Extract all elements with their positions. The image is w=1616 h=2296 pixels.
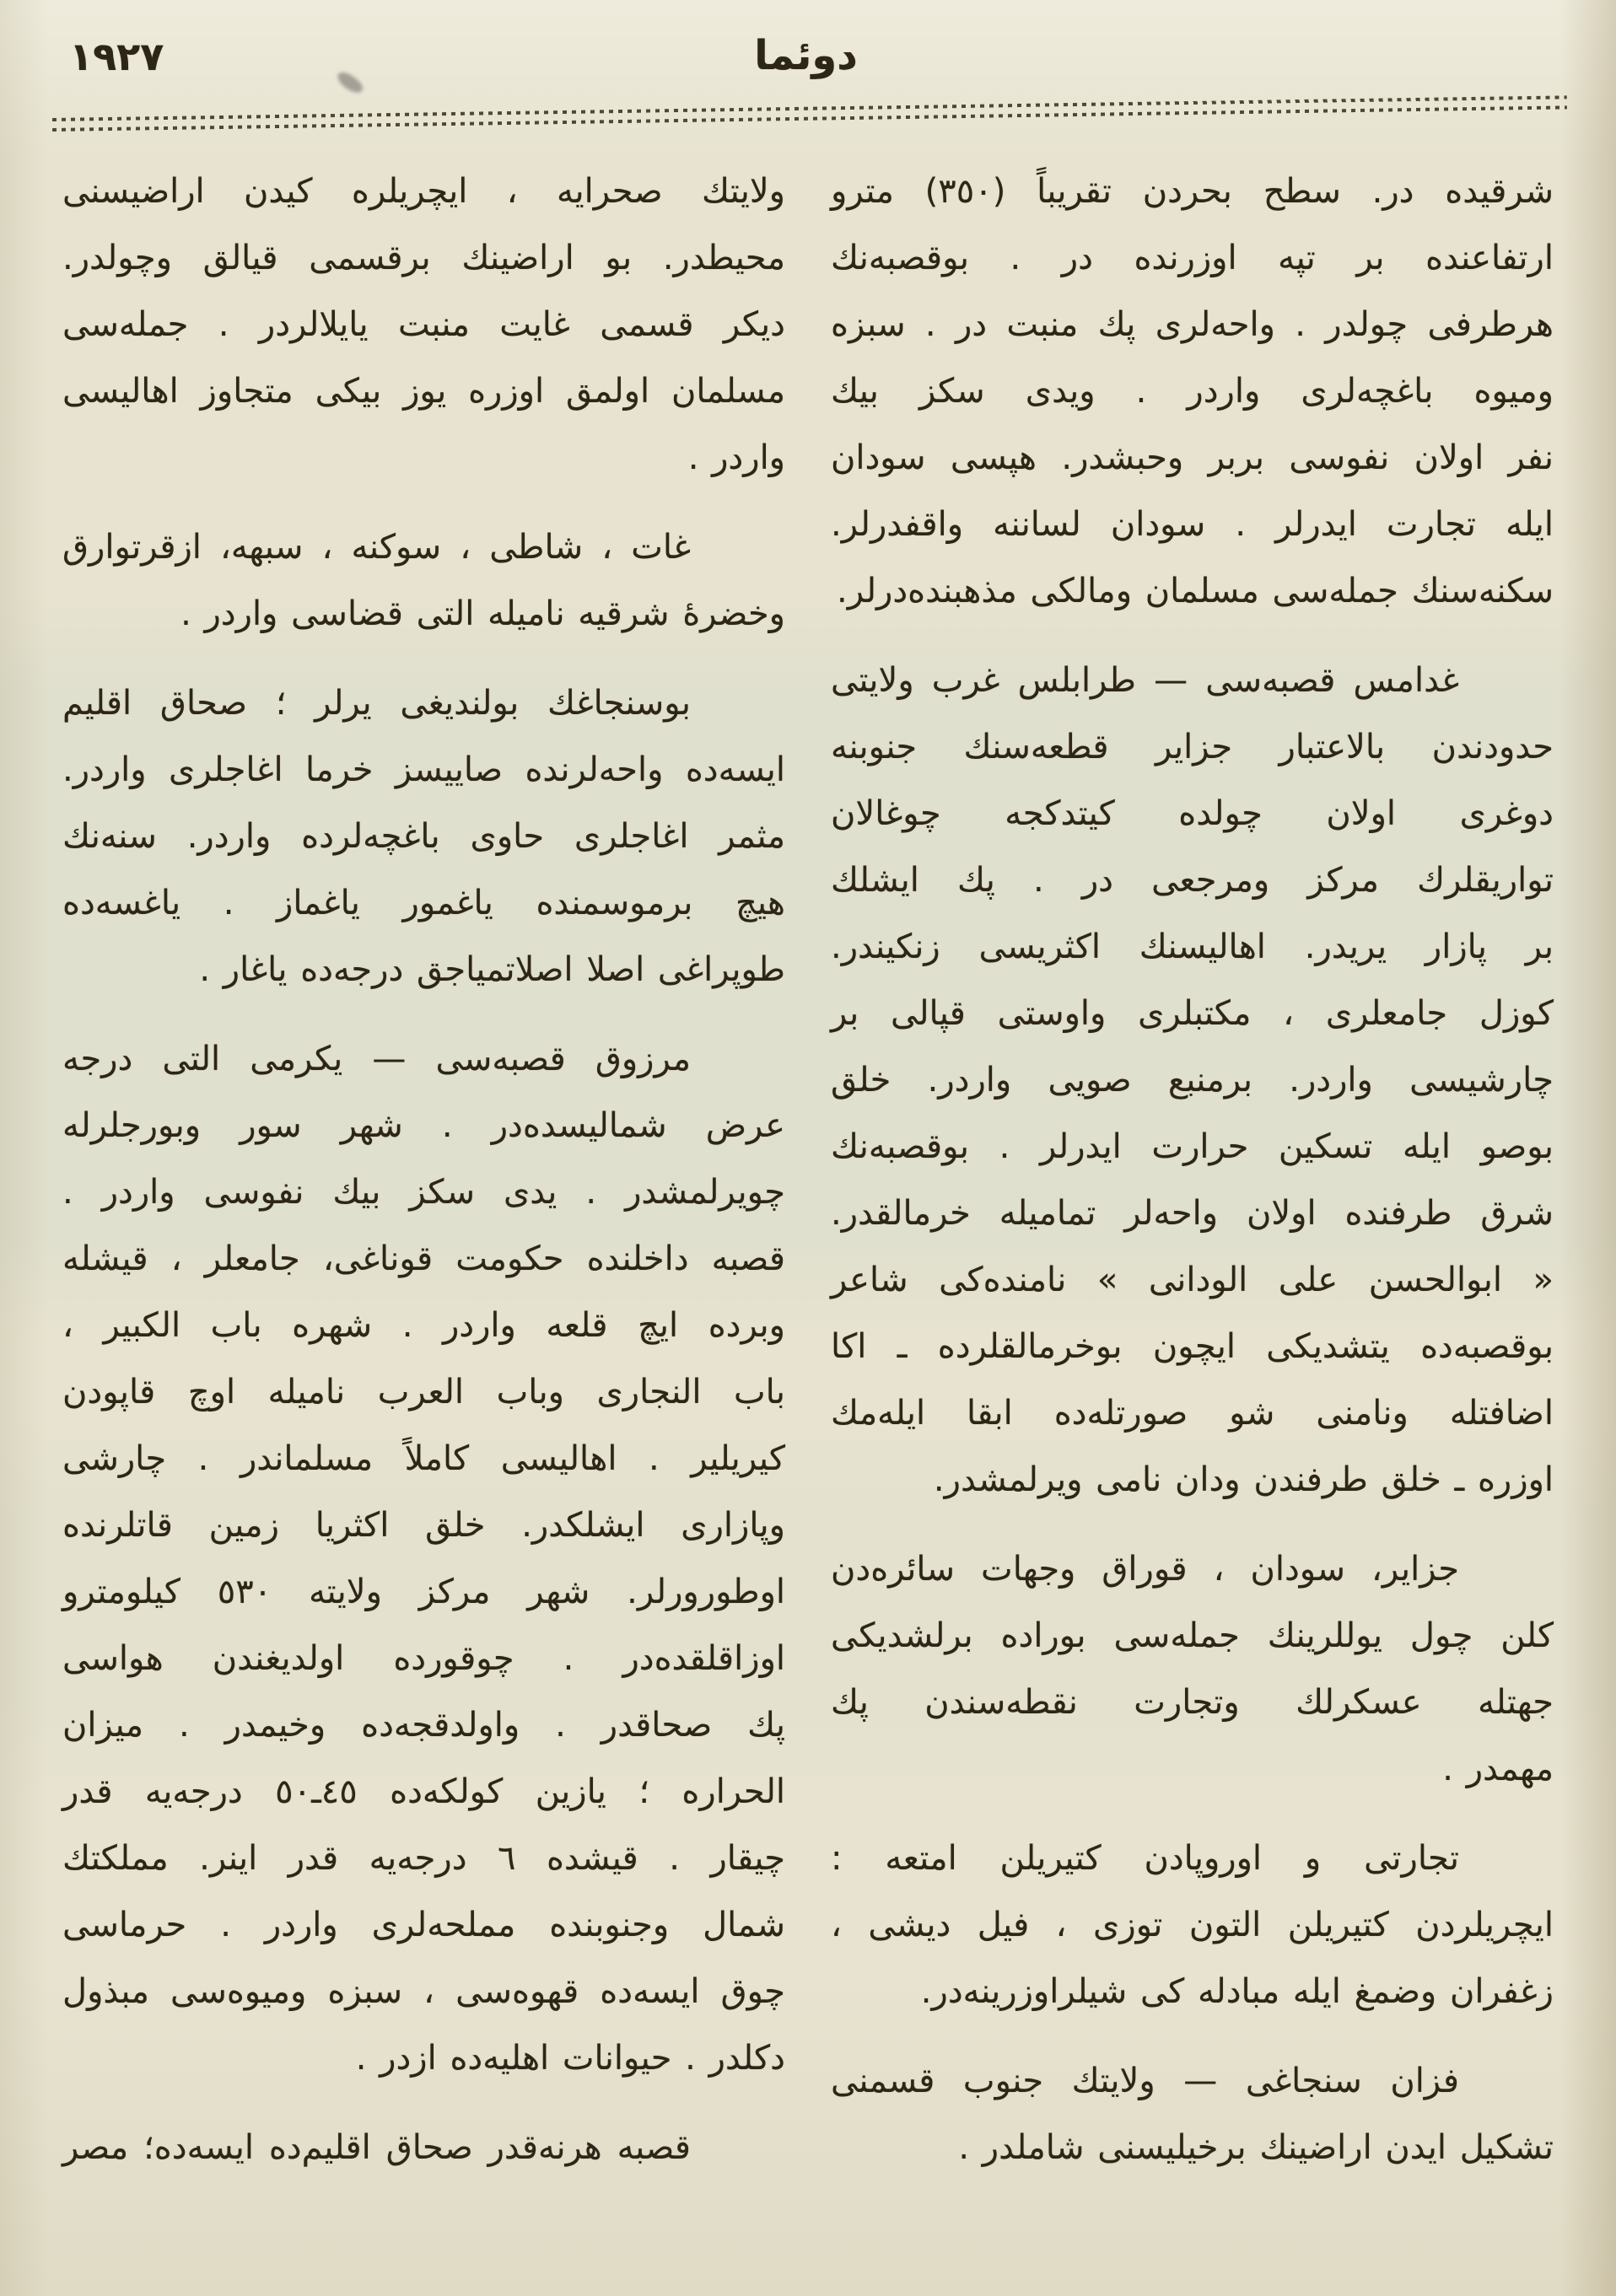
text-line: محيطدر. بو اراضينك برقسمى قيالق وچولدر. <box>62 239 785 277</box>
text-line: شرقيده در. سطح بحردن تقريباً (٣٥٠) مترو <box>831 172 1554 211</box>
text-line: وميوه باغچه‌لرى واردر . ويدى سكز بيك <box>831 372 1554 411</box>
text-line: چارشيسى واردر. برمنبع صويى واردر. خلق <box>831 1061 1554 1100</box>
text-line: الحراره ؛ يازين كولكه‌ده ٤٥ـ٥٠ درجه‌يه قدر <box>62 1772 785 1811</box>
paragraph <box>831 1536 1554 1803</box>
text-line: واردر . <box>687 438 785 477</box>
text-line: ايله تجارت ايدرلر . سودان لساننه واقفدرلر. <box>831 505 1554 544</box>
text-line: كوزل جامعلرى ، مكتبلرى واوستى قپالى بر <box>831 994 1554 1033</box>
text-line: وپازارى ايشلكدر. خلق اكثريا زمين قاتلرنده <box>62 1506 785 1545</box>
paragraph <box>62 159 785 492</box>
text-line: نفر اولان نفوسى بربر وحبشدر. هپسى سودان <box>831 438 1554 477</box>
ink-smudge <box>335 68 366 97</box>
text-line: زغفران وضمغ ايله مبادله كى شيلراوزرينه‌در. <box>920 1972 1554 2011</box>
text-line: مرزوق قصبه‌سى — يكرمى التى درجه <box>62 1040 691 1078</box>
text-line: كيريلير . اهاليسى كاملاً مسلماندر . چارشى <box>62 1439 785 1478</box>
text-line: جهتله عسكرلك وتجارت نقطه‌سندن پك <box>831 1683 1554 1722</box>
paragraph <box>62 1026 785 2092</box>
text-line: تجارتى و اوروپادن كتيريلن امتعه : <box>831 1839 1459 1878</box>
text-line: اوزاقلقده‌در . چوقورده اولديغندن هواسى <box>62 1639 785 1678</box>
column-right <box>831 159 1554 2181</box>
text-line: ارتفاعنده بر تپه اوزرنده در . بوقصبه‌نك <box>831 239 1554 277</box>
text-line: طوپراغى اصلا اصلاتمياجق درجه‌ده ياغار . <box>199 950 785 989</box>
text-line: اضافتله ونامنى شو صورتله‌ده ابقا ايله‌مك <box>831 1394 1554 1433</box>
paragraph <box>831 159 1554 625</box>
running-head: دوئما <box>754 32 858 79</box>
header-double-dotted-rule <box>52 95 1567 132</box>
paragraph <box>62 514 785 648</box>
text-line: « ابوالحسن على الودانى » نامنده‌كى شاعر <box>831 1261 1554 1299</box>
text-line: ايسه‌ده واحه‌لرنده صاييسز خرما اغاجلرى واردر. <box>62 750 785 789</box>
text-line: بوصو ايله تسكين حرارت ايدرلر . بوقصبه‌نك <box>831 1127 1554 1166</box>
text-line: كلن چول يوللرينك جمله‌سى بوراده برلشديكى <box>831 1616 1554 1655</box>
text-line: اوزره ـ خلق طرفندن ودان نامى ويرلمشدر. <box>933 1460 1554 1499</box>
text-line: هيچ برموسمنده ياغمور ياغماز . ياغسه‌ده <box>62 884 785 922</box>
text-line: مهمدر . <box>1442 1750 1554 1788</box>
text-line: فزان سنجاغى — ولايتك جنوب قسمنى <box>831 2062 1459 2100</box>
text-line: مثمر اغاجلرى حاوى باغچه‌لرده واردر. سنه‌نك <box>62 817 785 856</box>
page-number: ١٩٢٧ <box>69 34 164 79</box>
text-line: بر پازار يريدر. اهاليسنك اكثريسى زنكيندر. <box>831 928 1554 966</box>
text-line: بوسنجاغك بولنديغى يرلر ؛ صحاق اقليم <box>62 684 691 723</box>
text-line: غدامس قصبه‌سى — طرابلس غرب ولايتى <box>831 661 1459 700</box>
text-line: دوغرى اولان چولده كيتدكجه چوغالان <box>831 794 1554 833</box>
text-line: هرطرفى چولدر . واحه‌لرى پك منبت در . سبزه <box>831 305 1554 344</box>
text-line: چويرلمشدر . يدى سكز بيك نفوسى واردر . <box>62 1173 785 1212</box>
paragraph <box>831 2048 1554 2181</box>
paragraph <box>831 1826 1554 2025</box>
text-line: قصبه هرنه‌قدر صحاق اقليم‌ده ايسه‌ده؛ مصر <box>62 2128 691 2167</box>
text-columns <box>62 159 1554 2181</box>
text-line: مسلمان اولمق اوزره يوز بيكى متجاوز اهاليسى <box>62 372 785 411</box>
text-line: وخضرهٔ شرقيه ناميله التى قضاسى واردر . <box>180 594 785 633</box>
text-line: ديكر قسمى غايت منبت يايلالردر . جمله‌سى <box>62 305 785 344</box>
text-line: شرق طرفنده اولان واحه‌لر تماميله خرمالقدر. <box>831 1194 1554 1233</box>
paragraph <box>62 2115 785 2181</box>
text-line: ولايتك صحرايه ، ايچريلره كيدن اراضيسنى <box>62 172 785 211</box>
text-line: وبرده ايچ قلعه واردر . شهره باب الكبير ، <box>62 1306 785 1345</box>
text-line: عرض شماليسده‌در . شهر سور وبورجلرله <box>62 1106 785 1145</box>
text-line: جزاير، سودان ، قوراق وجهات سائره‌دن <box>831 1550 1459 1589</box>
text-line: پك صحاقدر . واولدقجه‌ده وخيمدر . ميزان <box>62 1706 785 1745</box>
text-line: چيقار . قيشده ٦ درجه‌يه قدر اينر. مملكتك <box>62 1839 785 1878</box>
text-line: حدودندن بالاعتبار جزاير قطعه‌سنك جنوبنه <box>831 728 1554 766</box>
column-left <box>62 159 785 2181</box>
text-line: باب النجارى وباب العرب ناميله اوچ قاپودن <box>62 1373 785 1411</box>
text-line: سكنه‌سنك جمله‌سى مسلمان ومالكى مذهبنده‌درلر. <box>837 572 1554 610</box>
text-line: چوق ايسه‌ده قهوه‌سى ، سبزه وميوه‌سى مبذول <box>62 1972 785 2011</box>
text-line: بوقصبه‌ده يتشديكى ايچون بوخرمالقلرده ـ اكا <box>831 1327 1554 1366</box>
text-line: ايچريلردن كتيريلن التون توزى ، فيل ديشى ، <box>831 1906 1554 1944</box>
text-line: غات ، شاطى ، سوكنه ، سبهه، ازقرتوارق <box>62 528 691 567</box>
paragraph <box>831 648 1554 1514</box>
text-line: قصبه داخلنده حكومت قوناغى، جامعلر ، قيشله <box>62 1239 785 1278</box>
text-line: دكلدر . حيوانات اهليه‌ده ازدر . <box>355 2039 785 2078</box>
text-line: تواريقلرك مركز ومرجعى در . پك ايشلك <box>831 861 1554 900</box>
text-line: اوطورورلر. شهر مركز ولايته ٥٣٠ كيلومترو <box>62 1573 785 1611</box>
paragraph <box>62 670 785 1003</box>
text-line: شمال وجنوبنده مملحه‌لرى واردر . حرماسى <box>62 1906 785 1944</box>
text-line: تشكيل ايدن اراضينك برخيليسنى شاملدر . <box>958 2128 1554 2167</box>
